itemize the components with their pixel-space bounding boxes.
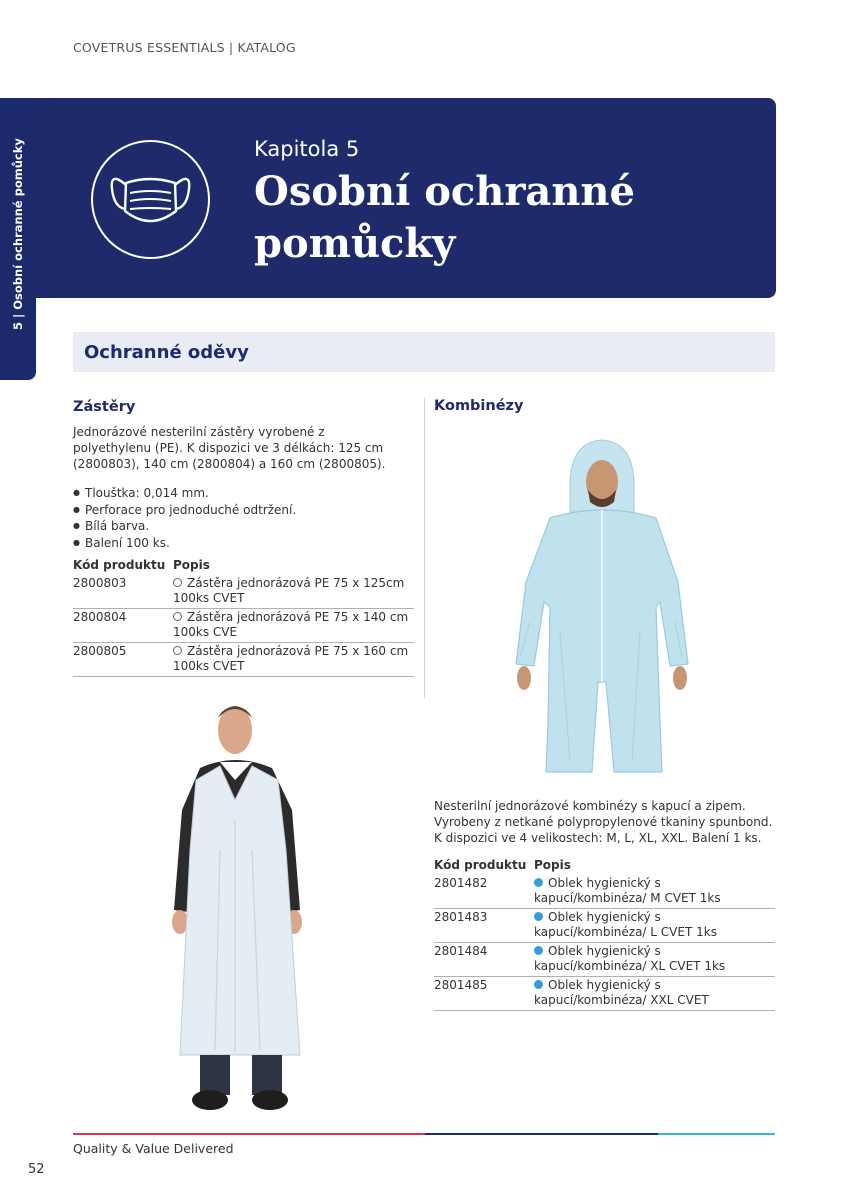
list-item: ● Perforace pro jednoduché odtržení. [73, 502, 296, 519]
circle-marker-icon [173, 646, 182, 655]
product-code: 2800803 [73, 576, 127, 590]
aprons-title: Zástěry [73, 399, 136, 415]
running-header: COVETRUS ESSENTIALS | KATALOG [73, 40, 296, 55]
coverall-product-photo [510, 432, 690, 777]
table-row [73, 575, 414, 609]
footer-rule-red [73, 1133, 425, 1135]
product-code: 2800805 [73, 644, 127, 658]
bullet-dot-icon [534, 878, 543, 887]
product-code: 2800804 [73, 610, 127, 624]
table-row [434, 977, 775, 1011]
list-item: ● Bílá barva. [73, 518, 296, 535]
bullet-dot-icon [534, 980, 543, 989]
footer-rule-cyan [658, 1133, 775, 1135]
chapter-title: Osobní ochranné pomůcky [254, 168, 635, 267]
coveralls-product-table [434, 858, 775, 1011]
coveralls-description: Nesterilní jednorázové kombinézy s kapucí a zipem. Vyrobeny z netkané polypropylenové tkaniny spunbond. K dispozici ve 4 velikostech: M, L, XL, XXL. Balení 1 ks. [434, 799, 773, 845]
table-row [73, 609, 414, 643]
face-mask-icon [90, 139, 211, 260]
page-number: 52 [28, 1162, 45, 1177]
aprons-product-table [73, 558, 414, 677]
apron-product-photo [160, 700, 330, 1115]
column-header-code: Kód produktu [434, 858, 527, 872]
table-header [434, 858, 775, 875]
product-code: 2801484 [434, 944, 488, 958]
column-header-description: Popis [173, 558, 210, 572]
footer-rule-navy [425, 1133, 658, 1135]
bullet-dot-icon [534, 946, 543, 955]
product-description: Oblek hygienický s kapucí/kombinéza/ L CVET 1ks [534, 910, 717, 939]
bullet-dot-icon [534, 912, 543, 921]
circle-marker-icon [173, 612, 182, 621]
column-header-code: Kód produktu [73, 558, 166, 572]
product-description: Oblek hygienický s kapucí/kombinéza/ XXL CVET [534, 978, 709, 1007]
table-row [434, 943, 775, 977]
product-description: Oblek hygienický s kapucí/kombinéza/ XL CVET 1ks [534, 944, 726, 973]
column-divider [424, 398, 425, 698]
product-description: Oblek hygienický s kapucí/kombinéza/ M CVET 1ks [534, 876, 721, 905]
product-description: Zástěra jednorázová PE 75 x 160 cm 100ks CVET [173, 644, 409, 673]
coveralls-title: Kombinézy [434, 398, 524, 414]
list-item: ● Tlouštka: 0,014 mm. [73, 485, 296, 502]
column-header-description: Popis [534, 858, 571, 872]
section-header [73, 332, 775, 372]
table-row [73, 643, 414, 677]
product-code: 2801485 [434, 978, 488, 992]
table-row [434, 909, 775, 943]
chapter-label: Kapitola 5 [254, 137, 360, 161]
product-description: Zástěra jednorázová PE 75 x 125cm 100ks CVET [173, 576, 405, 605]
section-title: Ochranné oděvy [84, 342, 249, 363]
aprons-description: Jednorázové nesterilní zástěry vyrobené z polyethylenu (PE). K dispozici ve 3 délkách: 125 cm (2800803), 140 cm (2800804) a 160 cm (2800805). [73, 425, 386, 471]
product-code: 2801483 [434, 910, 488, 924]
aprons-bullet-list [73, 485, 296, 551]
footer-tagline: Quality & Value Delivered [73, 1141, 234, 1156]
product-code: 2801482 [434, 876, 488, 890]
table-header [73, 558, 414, 575]
product-description: Zástěra jednorázová PE 75 x 140 cm 100ks CVE [173, 610, 409, 639]
side-tab-label: 5 | Osobní ochranné pomůcky [11, 138, 25, 330]
circle-marker-icon [173, 578, 182, 587]
table-row [434, 875, 775, 909]
list-item: ● Balení 100 ks. [73, 535, 296, 552]
